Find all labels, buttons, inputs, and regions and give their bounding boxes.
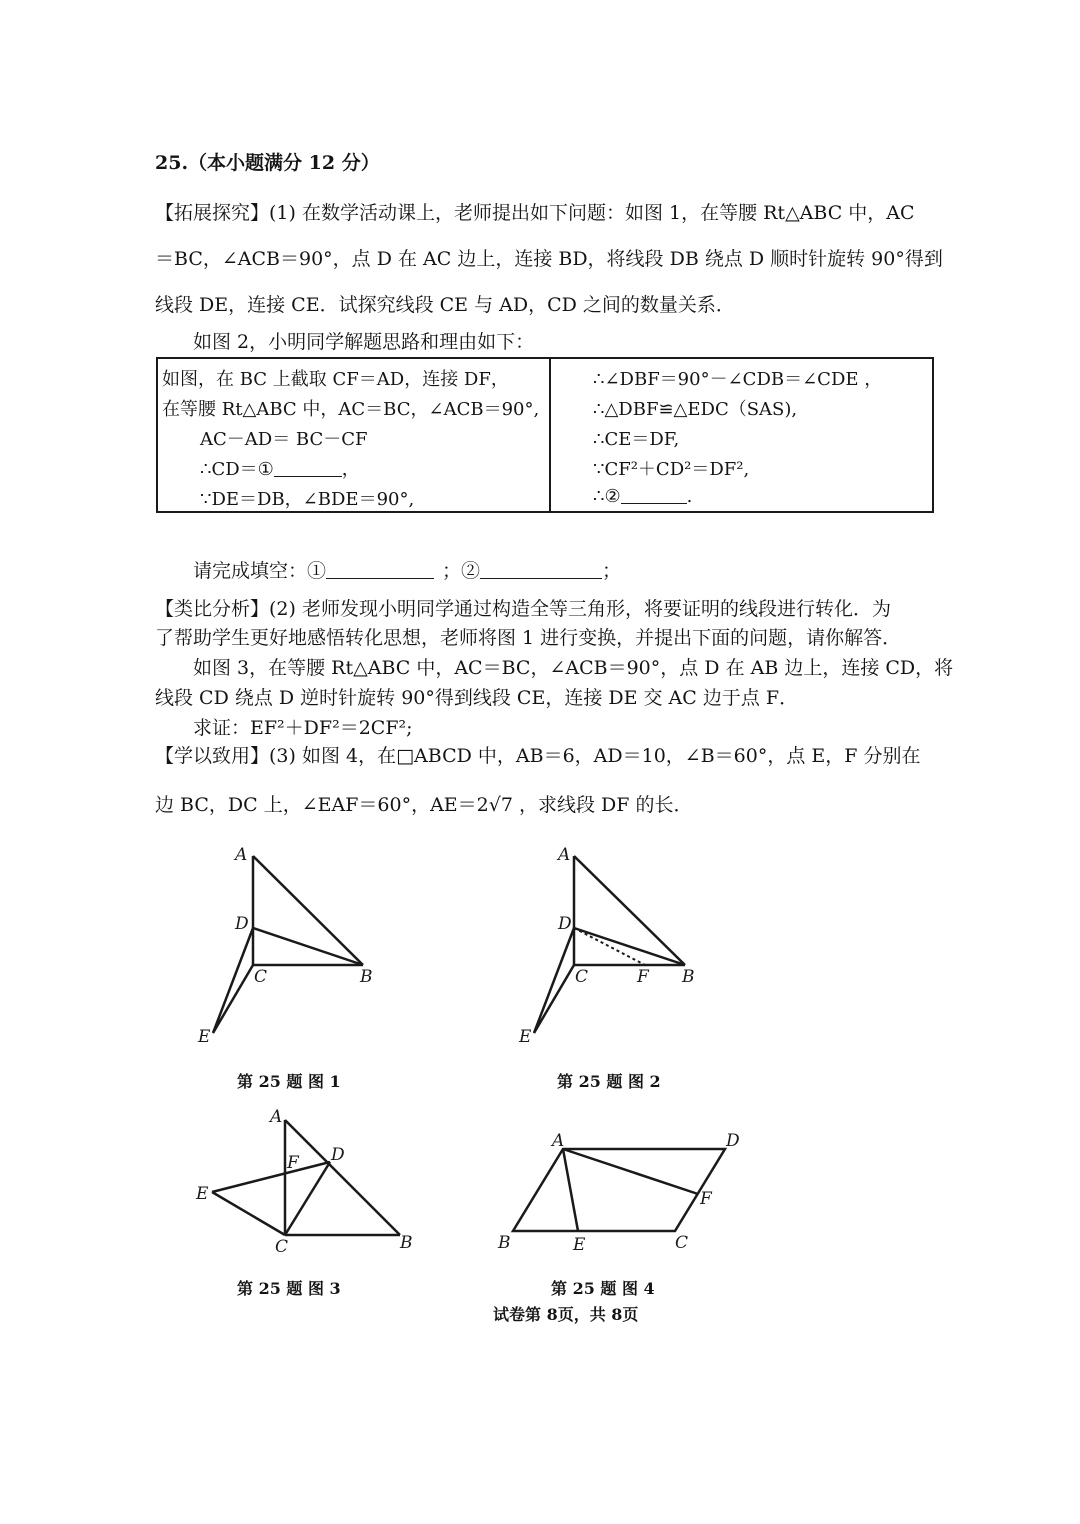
table-left-line-blank1 (200, 455, 360, 481)
fig3-label-F: F (287, 1153, 299, 1173)
fig2-label-F: F (637, 967, 649, 987)
fig4-parallelogram-ABCD (513, 1149, 725, 1231)
table-left-line: ∵DE＝DB，∠BDE＝90°, (200, 489, 415, 510)
blank2-tail: . (686, 486, 693, 507)
fill-in-line (193, 556, 621, 583)
fig2-segment-CE (534, 965, 574, 1033)
fig1-label-C: C (254, 967, 268, 987)
fig2-segment-AB (574, 856, 685, 965)
fig2-label-B: B (682, 967, 695, 987)
answer-blank-1[interactable] (326, 560, 434, 579)
table-right-line: ∴△DBF≌△EDC（SAS), (593, 399, 798, 420)
table-right-line: ∴CE＝DF, (593, 429, 680, 450)
blank-1[interactable] (274, 458, 342, 477)
fig4-label-A: A (552, 1131, 565, 1151)
page-footer: 试卷第 8页，共 8页 (493, 1305, 639, 1324)
answer-blank-2[interactable] (480, 560, 602, 579)
fig1-segment-CE (213, 965, 253, 1033)
figure-4-caption: 第 25 题 图 4 (551, 1279, 655, 1298)
part2-line-2: 了帮助学生更好地感悟转化思想，老师将图 1 进行变换，并提出下面的问题，请你解答． (155, 627, 902, 649)
table-right-line-blank2 (593, 485, 692, 507)
part2-line-1: 【类比分析】(2) 老师发现小明同学通过构造全等三角形，将要证明的线段进行转化．为 (155, 598, 891, 620)
fig4-segment-AE (563, 1149, 578, 1231)
figure-2 (510, 838, 710, 1050)
fig2-label-E: E (519, 1027, 532, 1047)
fig4-label-B: B (498, 1233, 511, 1253)
fig1-segment-DE (213, 928, 253, 1033)
fig4-label-E: E (573, 1235, 586, 1255)
fig4-segment-AF (563, 1149, 698, 1194)
fig3-segment-EC (212, 1192, 285, 1235)
fig4-label-D: D (726, 1131, 740, 1151)
fig3-label-B: B (400, 1233, 413, 1253)
table-left-line: 在等腰 Rt△ABC 中，AC＝BC，∠ACB＝90°, (162, 399, 540, 420)
figure-1 (190, 838, 390, 1050)
part3-line-2: 边 BC，DC 上，∠EAF＝60°，AE＝2√7 ，求线段 DF 的长． (155, 794, 693, 816)
part2-line-5: 求证：EF²＋DF²＝2CF²; (193, 717, 413, 739)
fig3-label-C: C (275, 1237, 289, 1257)
figure-3 (190, 1100, 430, 1270)
table-divider (549, 359, 551, 511)
table-right-line: ∵CF²＋CD²＝DF², (593, 459, 750, 480)
fig1-label-A: A (235, 845, 248, 865)
fig2-segment-DE (534, 928, 574, 1033)
blank-2[interactable] (621, 485, 687, 504)
fig2-label-A: A (558, 845, 571, 865)
fig4-label-C: C (675, 1233, 689, 1253)
fig3-segment-ED (212, 1162, 330, 1192)
part1-line-4: 如图 2，小明同学解题思路和理由如下： (193, 331, 535, 353)
fig3-label-A: A (270, 1107, 283, 1127)
fig2-label-C: C (575, 967, 589, 987)
fig3-segment-AB (285, 1120, 400, 1235)
figure-4 (490, 1124, 760, 1264)
figure-2-caption: 第 25 题 图 2 (557, 1072, 661, 1091)
table-left-line: 如图，在 BC 上截取 CF＝AD，连接 DF， (162, 369, 509, 390)
fill-in-end: ； (602, 560, 622, 582)
blank2-label: ∴② (593, 486, 621, 507)
table-right-line: ∴∠DBF＝90°－∠CDB＝∠CDE ， (593, 369, 883, 390)
part1-line-2: ＝BC，∠ACB＝90°，点 D 在 AC 边上，连接 BD，将线段 DB 绕点 D 顺时针旋转 90°得到 (155, 248, 943, 270)
fig2-label-D: D (558, 914, 572, 934)
fig1-segment-DB (253, 928, 363, 965)
fig2-segment-DB (574, 928, 685, 965)
blank1-label: ∴CD＝① (200, 459, 274, 480)
fig1-label-D: D (235, 914, 249, 934)
fig3-label-D: D (331, 1145, 345, 1165)
table-left-line: AC－AD＝ BC－CF (200, 429, 368, 450)
figure-1-caption: 第 25 题 图 1 (237, 1072, 341, 1091)
part2-line-3: 如图 3，在等腰 Rt△ABC 中，AC＝BC，∠ACB＝90°，点 D 在 AB 边上，连接 CD，将 (193, 657, 954, 679)
part1-line-3: 线段 DE，连接 CE．试探究线段 CE 与 AD，CD 之间的数量关系． (155, 294, 735, 316)
reasoning-table (156, 357, 934, 513)
fig4-label-F: F (700, 1189, 712, 1209)
question-header: 25.（本小题满分 12 分） (155, 152, 380, 174)
fig1-segment-AB (253, 856, 363, 965)
fig1-label-E: E (198, 1027, 211, 1047)
fig2-dashed-DF (574, 928, 645, 965)
blank1-tail: ， (341, 459, 360, 480)
part1-line-1: 【拓展探究】(1) 在数学活动课上，老师提出如下问题：如图 1，在等腰 Rt△ABC 中，AC (155, 202, 915, 224)
fill-in-sep: ；② (442, 560, 481, 582)
fig3-label-E: E (196, 1184, 209, 1204)
fill-in-prefix: 请完成填空：① (193, 560, 327, 582)
part3-line-1: 【学以致用】(3) 如图 4，在□ABCD 中，AB＝6，AD＝10，∠B＝60°，点 E，F 分别在 (155, 745, 921, 767)
fig1-label-B: B (360, 967, 373, 987)
part2-line-4: 线段 CD 绕点 D 逆时针旋转 90°得到线段 CE，连接 DE 交 AC 边于点 F． (155, 687, 799, 709)
figure-3-caption: 第 25 题 图 3 (237, 1279, 341, 1298)
